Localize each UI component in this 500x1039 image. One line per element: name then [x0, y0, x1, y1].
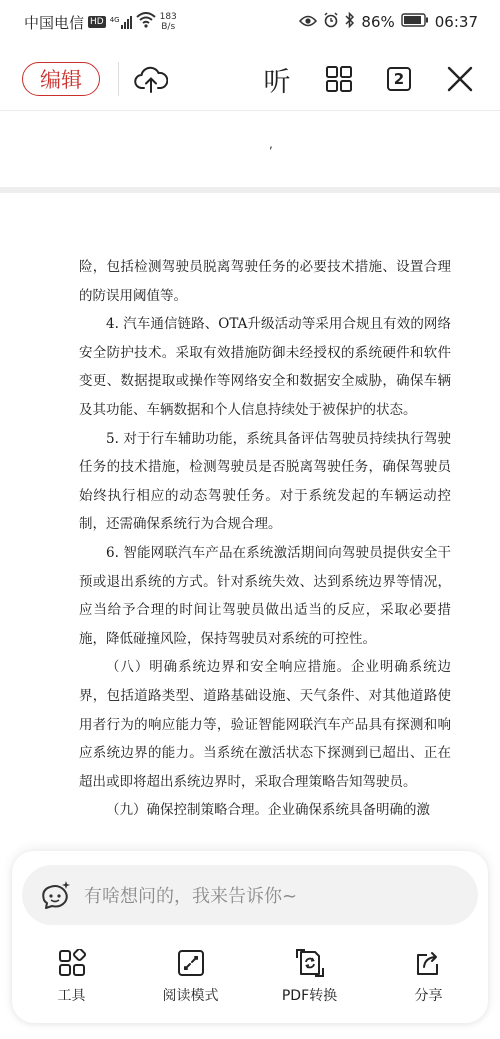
share-icon: [415, 947, 443, 979]
paragraph-2: 4. 汽车通信链路、OTA升级活动等采用合规且有效的网络安全防护技术。采取有效措施防御未经授权的系统硬件和软件变更、数据提取或操作等网络安全和数据安全威胁，确保车辆及其功能、车辆数据和个人信息持续处于被保护的状态。: [79, 316, 451, 418]
hd-badge: HD: [90, 17, 104, 27]
tools-icon: [58, 947, 86, 979]
reading-mode-icon: [177, 947, 205, 979]
tools-button[interactable]: [12, 947, 131, 1007]
wifi-icon: [136, 12, 156, 32]
grid-view-icon[interactable]: [322, 62, 356, 96]
net-speed-value: 183: [159, 12, 177, 22]
paragraph-4: 6. 智能网联汽车产品在系统激活期间向驾驶员提供安全干预或退出系统的方式。针对系统失效、达到系统边界等情况，应当给予合理的时间让驾驶员做出适当的反应，采取必要措施，降低碰撞风险，保持驾驶员对系统的可控性。: [79, 544, 451, 647]
listen-button[interactable]: 听: [263, 66, 291, 98]
close-icon[interactable]: [443, 62, 477, 96]
page-count-button[interactable]: [382, 62, 416, 96]
reading-mode-button[interactable]: [131, 947, 250, 1007]
pdf-convert-icon: [295, 947, 325, 979]
alarm-icon: [323, 12, 339, 32]
net-speed-unit: B/s: [161, 22, 176, 32]
bluetooth-icon: [345, 12, 355, 32]
carrier-name: 中国电信: [24, 13, 85, 32]
paragraph-5: （八）明确系统边界和安全响应措施。企业明确系统边界，包括道路类型、道路基础设施、天气条件、对其他道路使用者行为的响应能力等，验证智能网联汽车产品具有探测和响应系统边界的能力。当系统在激活状态下探测到已超出、正在超出或即将超出系统边界时，采取合理策略告知驾驶员。: [79, 659, 451, 790]
toolbar-divider: [118, 62, 119, 96]
paragraph-3: 5. 对于行车辅助功能，系统具备评估驾驶员持续执行驾驶任务的技术措施，检测驾驶员是否脱离驾驶任务，确保驾驶员始终执行相应的动态驾驶任务。对于系统发起的车辆运动控制，还需确保系统行为合规合理。: [79, 430, 451, 533]
battery-percent: 86%: [361, 13, 395, 31]
pdf-convert-label: PDF转换: [281, 988, 338, 1004]
clock-time: 06:37: [434, 13, 478, 31]
edit-button[interactable]: 编辑: [22, 62, 100, 96]
document-toolbar: [0, 48, 500, 111]
status-bar: [0, 0, 500, 44]
page-count: 2: [387, 67, 411, 91]
cloud-upload-icon[interactable]: [134, 62, 168, 96]
document-body: [79, 253, 451, 825]
eye-icon: [299, 13, 317, 31]
previous-page-fragment: [0, 111, 500, 187]
action-bar: [12, 947, 488, 1007]
reading-mode-label: 阅读模式: [162, 988, 219, 1004]
share-button[interactable]: [369, 947, 488, 1007]
paragraph-1: 险，包括检测驾驶员脱离驾驶任务的必要技术措施、设置合理的防误用阈值等。: [79, 259, 451, 304]
document-page: [0, 193, 500, 853]
page-mark: ,: [269, 137, 273, 151]
net-speed: [160, 12, 177, 32]
signal-icon: [110, 16, 132, 29]
assistant-avatar-icon: [38, 878, 72, 912]
battery-icon: [401, 13, 429, 31]
share-label: 分享: [414, 988, 443, 1004]
ask-placeholder: 有啥想问的，我来告诉你~: [84, 886, 298, 907]
ask-input[interactable]: [22, 865, 478, 925]
status-right: [299, 12, 478, 32]
paragraph-6: （九）确保控制策略合理。企业确保系统具备明确的激: [106, 802, 430, 819]
pdf-convert-button[interactable]: [250, 947, 369, 1007]
status-left: [24, 12, 177, 33]
assistant-panel: [12, 851, 488, 1023]
tools-label: 工具: [57, 988, 86, 1004]
signal-type: 4G: [109, 15, 120, 24]
